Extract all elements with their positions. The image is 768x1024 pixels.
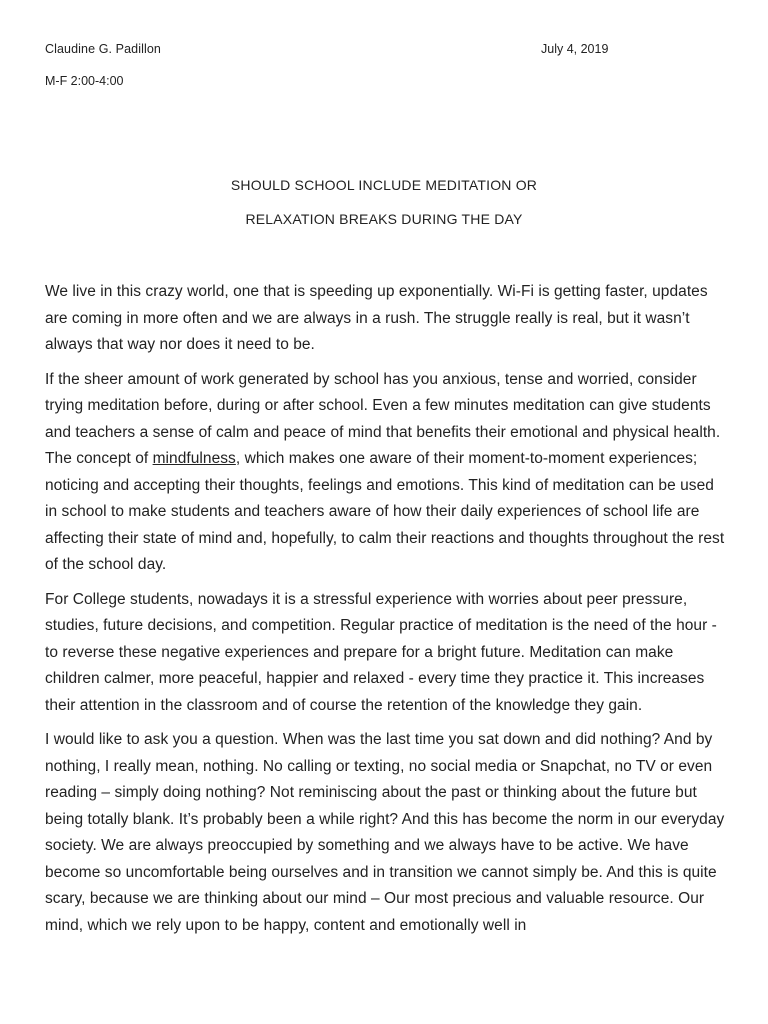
title-line-2: RELAXATION BREAKS DURING THE DAY xyxy=(245,211,523,227)
author-name: Claudine G. Padillon xyxy=(45,42,161,56)
essay-body xyxy=(45,279,727,947)
mindfulness-link[interactable]: mindfulness xyxy=(152,450,236,467)
paragraph-3: For College students, nowadays it is a stressful experience with worries about peer pressure, studies, future decisions, and competition. Regular practice of meditation is the need of the hour - to reverse these negative experiences and prepare for a bright future. Meditation can make children calmer, more peaceful, happier and relaxed - every time they practice it. This increases their attention in the classroom and of course the retention of the knowledge they gain. xyxy=(45,590,717,714)
paragraph-1: We live in this crazy world, one that is speeding up exponentially. Wi-Fi is getting faster, updates are coming in more often and we are always in a rush. The struggle really is real, but it wasn’t always that way nor does it need to be. xyxy=(45,283,708,353)
paragraph-2 xyxy=(45,367,727,579)
document-date: July 4, 2019 xyxy=(541,42,609,56)
title-line-1: SHOULD SCHOOL INCLUDE MEDITATION OR xyxy=(230,177,538,193)
paragraph-2-end: , which makes one aware of their moment-to-moment experiences; noticing and accepting their thoughts, feelings and emotions. This kind of meditation can be used in school to make students and teachers aware of how their daily experiences of school life are affecting their state of mind and, hopefully, to calm their reactions and thoughts throughout the rest of the school day. xyxy=(45,450,725,573)
paragraph-4: I would like to ask you a question. When was the last time you sat down and did nothing? And by nothing, I really mean, nothing. No calling or texting, no social media or Snapchat, no TV or even reading – simply doing nothing? Not reminiscing about the past or thinking about the future but being totally blank. It’s probably been a while right? And this has become the norm in our everyday society. We are always preoccupied by something and we always have to be active. We have become so uncomfortable being ourselves and in transition we cannot simply be. And this is quite scary, because we are thinking about our mind – Our most precious and valuable resource. Our mind, which we rely upon to be happy, content and emotionally well in xyxy=(45,731,725,934)
class-schedule: M-F 2:00-4:00 xyxy=(45,74,124,88)
paragraph-2-start: If the sheer amount of work generated by school has you anxious, tense and worried, consider trying meditation before, during or after school. Even a few minutes meditation can give students and teachers a sense of calm and peace of mind that benefits their emotional and physical health. The concept of xyxy=(45,370,721,467)
